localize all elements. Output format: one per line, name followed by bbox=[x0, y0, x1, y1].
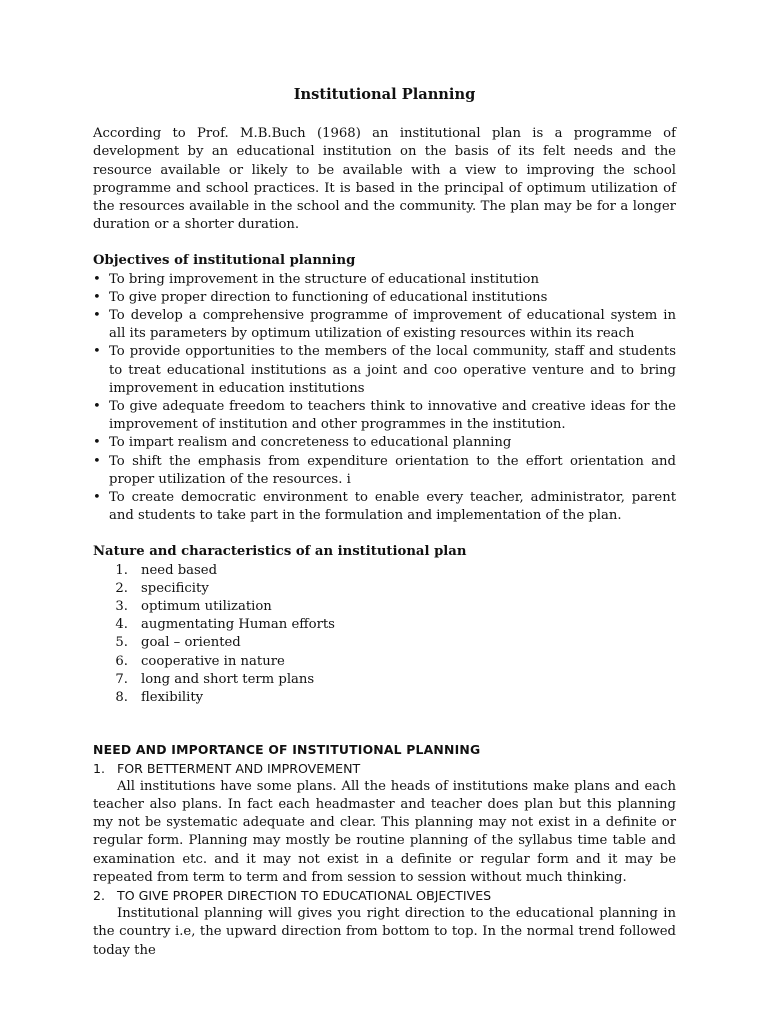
list-item bbox=[93, 580, 676, 598]
list-item bbox=[93, 689, 676, 707]
list-number: 2. bbox=[115, 580, 128, 596]
nature-list bbox=[93, 562, 676, 708]
list-item: • To shift the emphasis from expenditure orientation to the effort orientation and proper utilization of the resources. i bbox=[93, 453, 676, 489]
section-number: 1. bbox=[93, 760, 106, 776]
list-text: need based bbox=[141, 562, 218, 578]
list-text: flexibility bbox=[141, 690, 204, 706]
list-item bbox=[93, 671, 676, 689]
objectives-list bbox=[93, 271, 676, 526]
nature-heading: Nature and characteristics of an institutional plan bbox=[93, 544, 467, 560]
document-title: Institutional Planning bbox=[293, 86, 476, 103]
section-number: 2. bbox=[93, 887, 106, 903]
list-number: 3. bbox=[115, 599, 128, 615]
list-number: 7. bbox=[115, 671, 128, 687]
list-item: • To give adequate freedom to teachers think to innovative and creative ideas for the improvement of institution and other programmes in the institution. bbox=[93, 398, 676, 434]
intro-paragraph: According to Prof. M.B.Buch (1968) an institutional plan is a programme of development by an educational institution on the basis of its felt needs and the resource available or likely to be available with a view to improving the school programme and school practices. It is based in the principal of optimum utilization of the resources available in the school and the community. The plan may be for a longer duration or a shorter duration. bbox=[93, 126, 676, 233]
list-item bbox=[93, 598, 676, 616]
list-item bbox=[93, 616, 676, 634]
list-text: augmentating Human efforts bbox=[141, 617, 335, 633]
spacer bbox=[93, 707, 676, 741]
spacer bbox=[93, 525, 676, 543]
section-title: FOR BETTERMENT AND IMPROVEMENT bbox=[117, 760, 361, 776]
list-text: optimum utilization bbox=[141, 599, 272, 615]
list-item bbox=[93, 634, 676, 652]
list-item: • To create democratic environment to enable every teacher, administrator, parent and students to take part in the formulation and implementation of the plan. bbox=[93, 489, 676, 525]
section-paragraph: All institutions have some plans. All the heads of institutions make plans and each teacher also plans. In fact each headmaster and teacher does plan but this planning my not be systematic adequate and clear. This planning may not exist in a definite or regular form. Planning may mostly be routine planning of the syllabus time table and examination etc. and it may not exist in a definite or regular form and it may be repeated from term to term and from session to session without much thinking. bbox=[93, 778, 676, 885]
list-number: 4. bbox=[115, 617, 128, 633]
section-paragraph: Institutional planning will gives you right direction to the educational planning in the country i.e, the upward direction from bottom to top. In the normal trend followed today the bbox=[93, 906, 676, 958]
list-item bbox=[93, 562, 676, 580]
list-item: • To impart realism and concreteness to educational planning bbox=[93, 434, 676, 452]
section-heading bbox=[93, 887, 676, 905]
section-title: TO GIVE PROPER DIRECTION TO EDUCATIONAL OBJECTIVES bbox=[117, 887, 492, 903]
list-item: • To provide opportunities to the members of the local community, staff and students to treat educational institutions as a joint and coo operative venture and to bring improvement in education institutions bbox=[93, 343, 676, 398]
list-text: goal – oriented bbox=[141, 635, 241, 651]
list-number: 8. bbox=[115, 690, 128, 706]
list-item: • To bring improvement in the structure of educational institution bbox=[93, 271, 676, 289]
list-number: 1. bbox=[115, 562, 128, 578]
section-heading bbox=[93, 760, 676, 778]
list-number: 5. bbox=[115, 635, 128, 651]
need-heading: NEED AND IMPORTANCE OF INSTITUTIONAL PLANNING bbox=[93, 742, 481, 758]
list-text: cooperative in nature bbox=[141, 653, 285, 669]
spacer bbox=[93, 234, 676, 252]
list-item bbox=[93, 653, 676, 671]
list-item: • To give proper direction to functioning of educational institutions bbox=[93, 289, 676, 307]
objectives-heading: Objectives of institutional planning bbox=[93, 253, 356, 269]
list-text: specificity bbox=[141, 580, 209, 596]
list-text: long and short term plans bbox=[141, 671, 315, 687]
list-item: • To develop a comprehensive programme of improvement of educational system in all its parameters by optimum utilization of existing resources within its reach bbox=[93, 307, 676, 343]
document-page bbox=[93, 86, 676, 960]
list-number: 6. bbox=[115, 653, 128, 669]
